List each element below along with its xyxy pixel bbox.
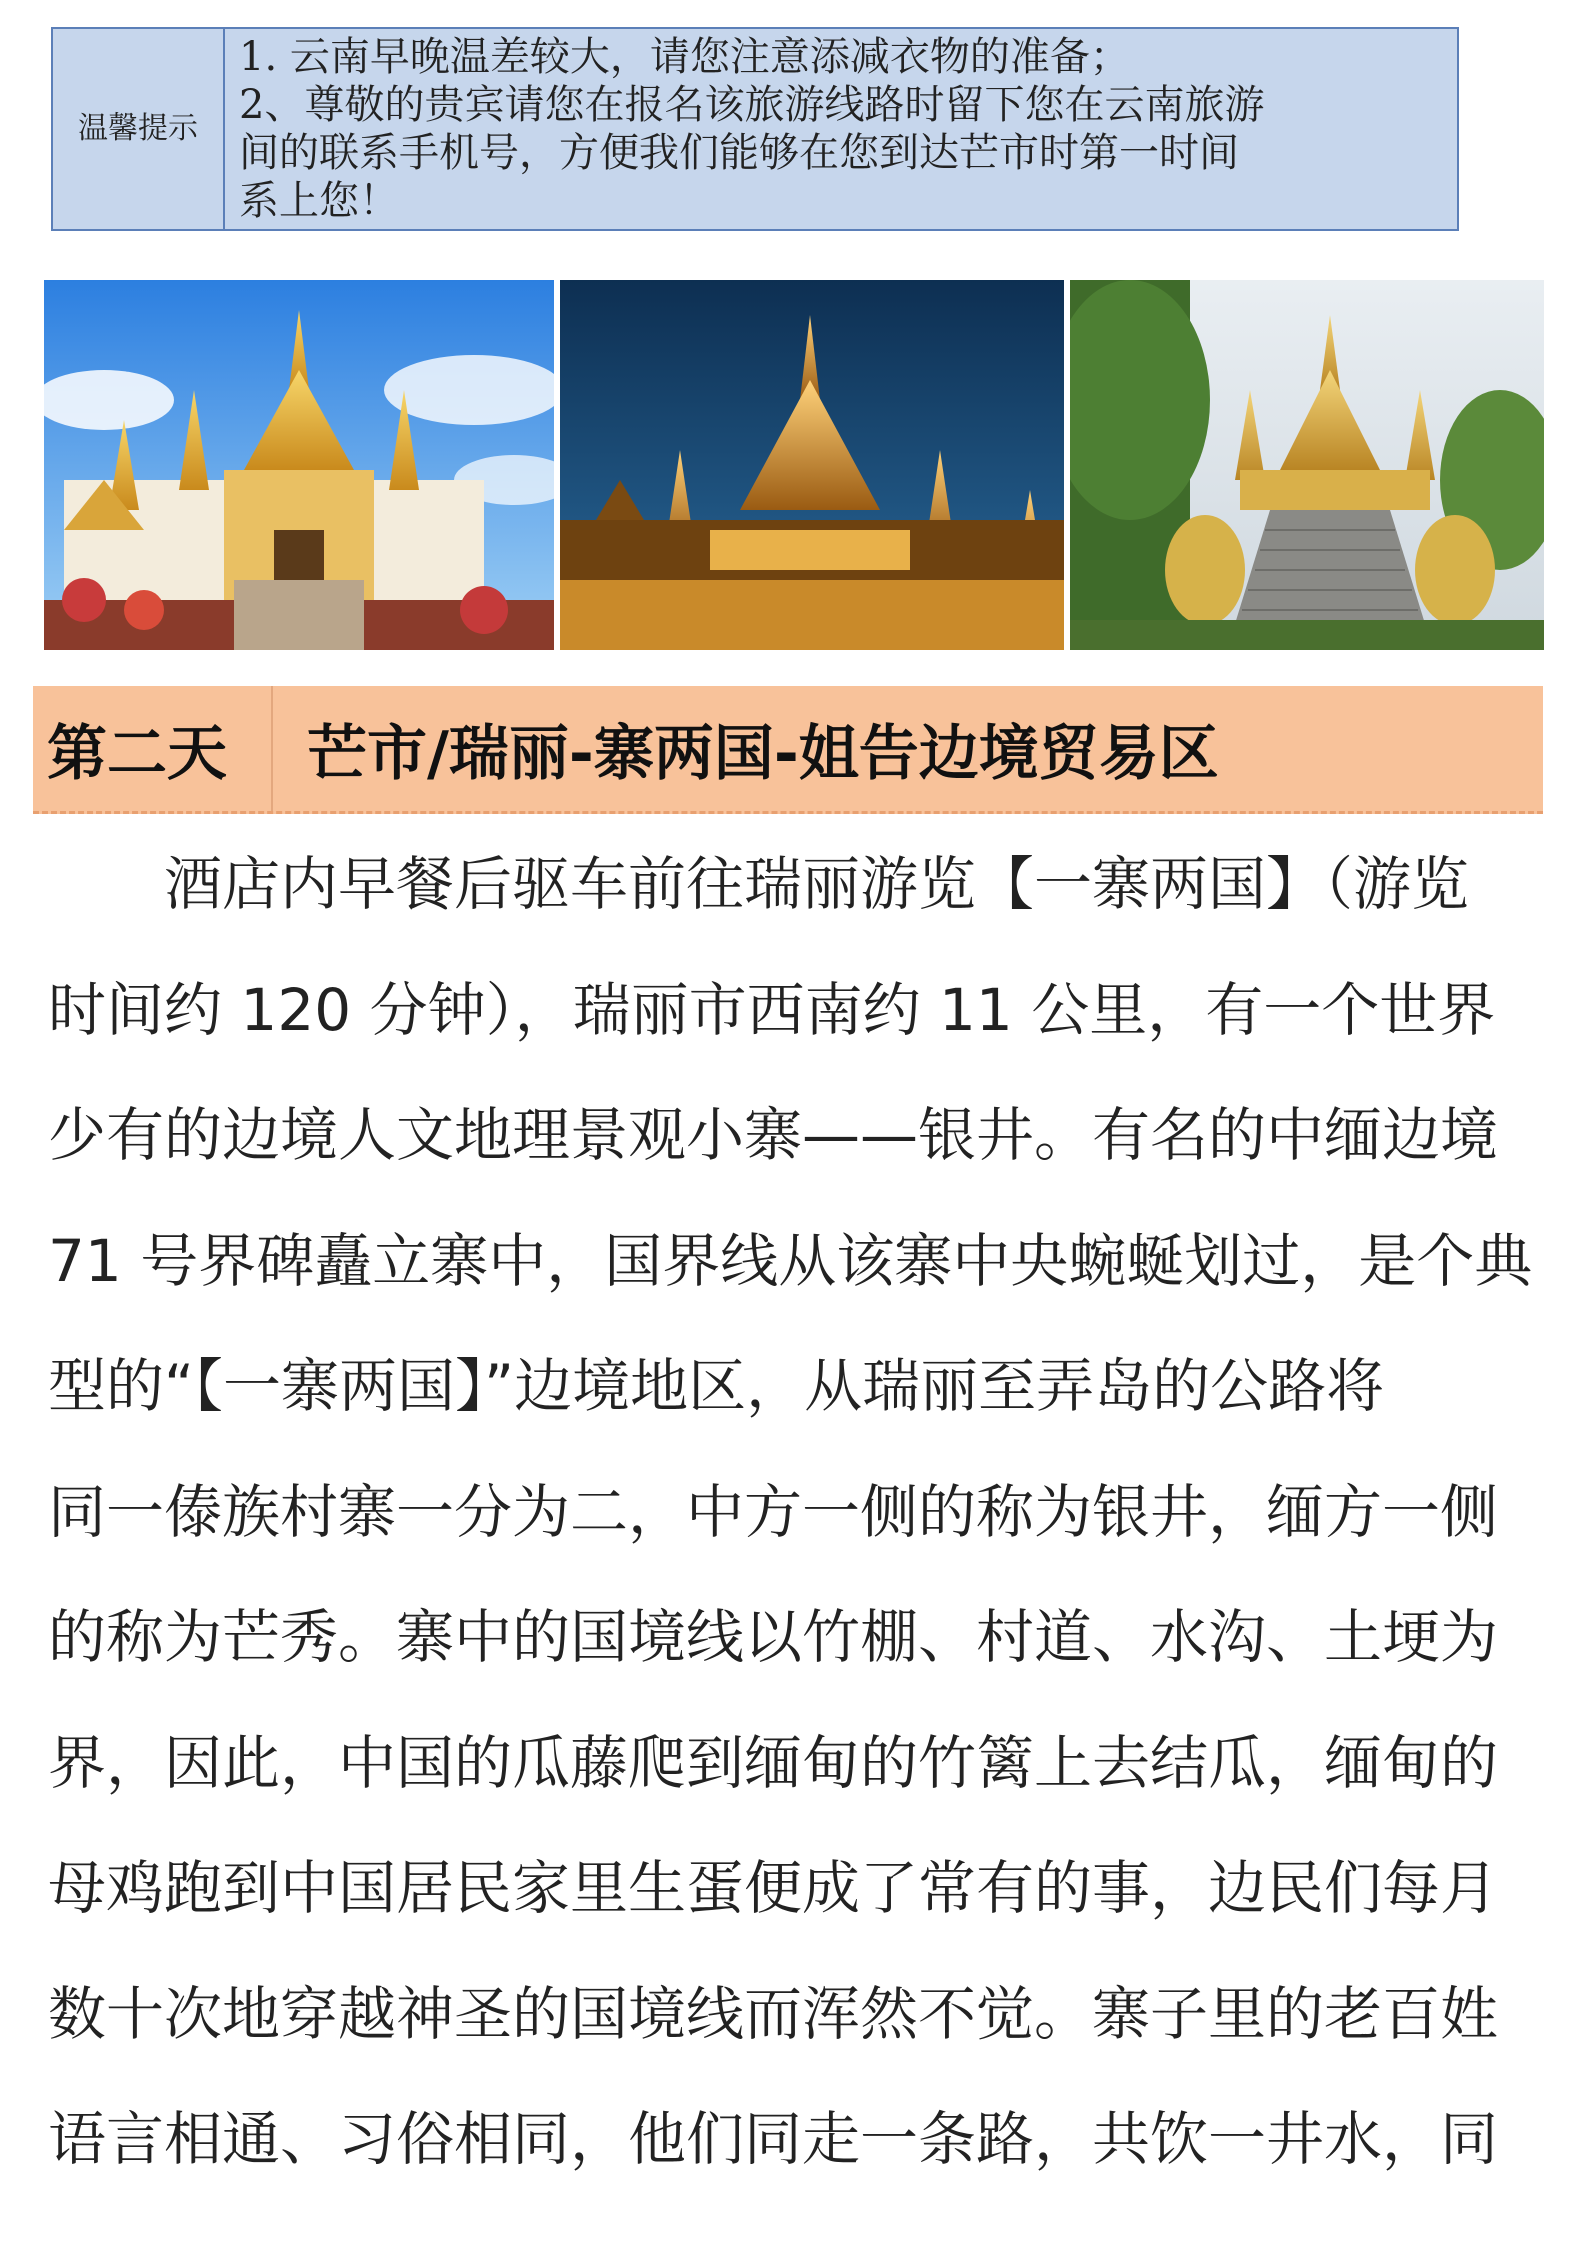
paragraph-line: 同一傣族村寨一分为二，中方一侧的称为银井，缅方一侧 <box>48 1477 1499 1546</box>
paragraph-line: 少有的边境人文地理景观小寨——银井。有名的中缅边境 <box>48 1101 1499 1169</box>
paragraph-line: 时间约 120 分钟），瑞丽市西南约 11 公里，有一个世界 <box>48 975 1496 1044</box>
photo-golden-pagoda-dusk <box>560 280 1064 650</box>
paragraph-line: 酒店内早餐后驱车前往瑞丽游览【一寨两国】（游览 <box>48 850 1470 918</box>
day-number: 第二天 <box>33 686 273 811</box>
tips-content <box>225 29 1457 229</box>
paragraph-line: 数十次地穿越神圣的国境线而浑然不觉。寨子里的老百姓 <box>48 1979 1499 2048</box>
photo-golden-pagoda-daytime <box>44 280 554 650</box>
tips-label: 温馨提示 <box>53 29 225 229</box>
tip-line: 系上您！ <box>239 178 399 224</box>
tips-box <box>51 27 1459 231</box>
paragraph-line: 型的“【一寨两国】”边境地区，从瑞丽至弄岛的公路将 <box>48 1352 1385 1420</box>
tip-line: 2、尊敬的贵宾请您在报名该旅游线路时留下您在云南旅游 <box>239 82 1265 128</box>
photo-golden-pagoda-stairs <box>1070 280 1544 650</box>
day-title: 芒市/瑞丽-寨两国-姐告边境贸易区 <box>307 718 1219 789</box>
paragraph-line: 界，因此，中国的瓜藤爬到缅甸的竹篱上去结瓜，缅甸的 <box>48 1728 1499 1797</box>
paragraph-line: 母鸡跑到中国居民家里生蛋便成了常有的事，边民们每月 <box>48 1854 1499 1922</box>
itinerary-paragraph <box>48 822 1548 2203</box>
paragraph-line: 的称为芒秀。寨中的国境线以竹棚、村道、水沟、土埂为 <box>48 1603 1499 1671</box>
paragraph-line: 71 号界碑矗立寨中，国界线从该寨中央蜿蜒划过，是个典 <box>48 1226 1533 1295</box>
day-heading <box>33 686 1543 814</box>
tip-line: 间的联系手机号，方便我们能够在您到达芒市时第一时间 <box>239 130 1239 176</box>
photo-strip <box>44 280 1544 650</box>
tip-line: 1. 云南早晚温差较大，请您注意添减衣物的准备； <box>239 34 1130 80</box>
paragraph-line: 语言相通、习俗相同，他们同走一条路，共饮一井水，同 <box>48 2105 1499 2173</box>
